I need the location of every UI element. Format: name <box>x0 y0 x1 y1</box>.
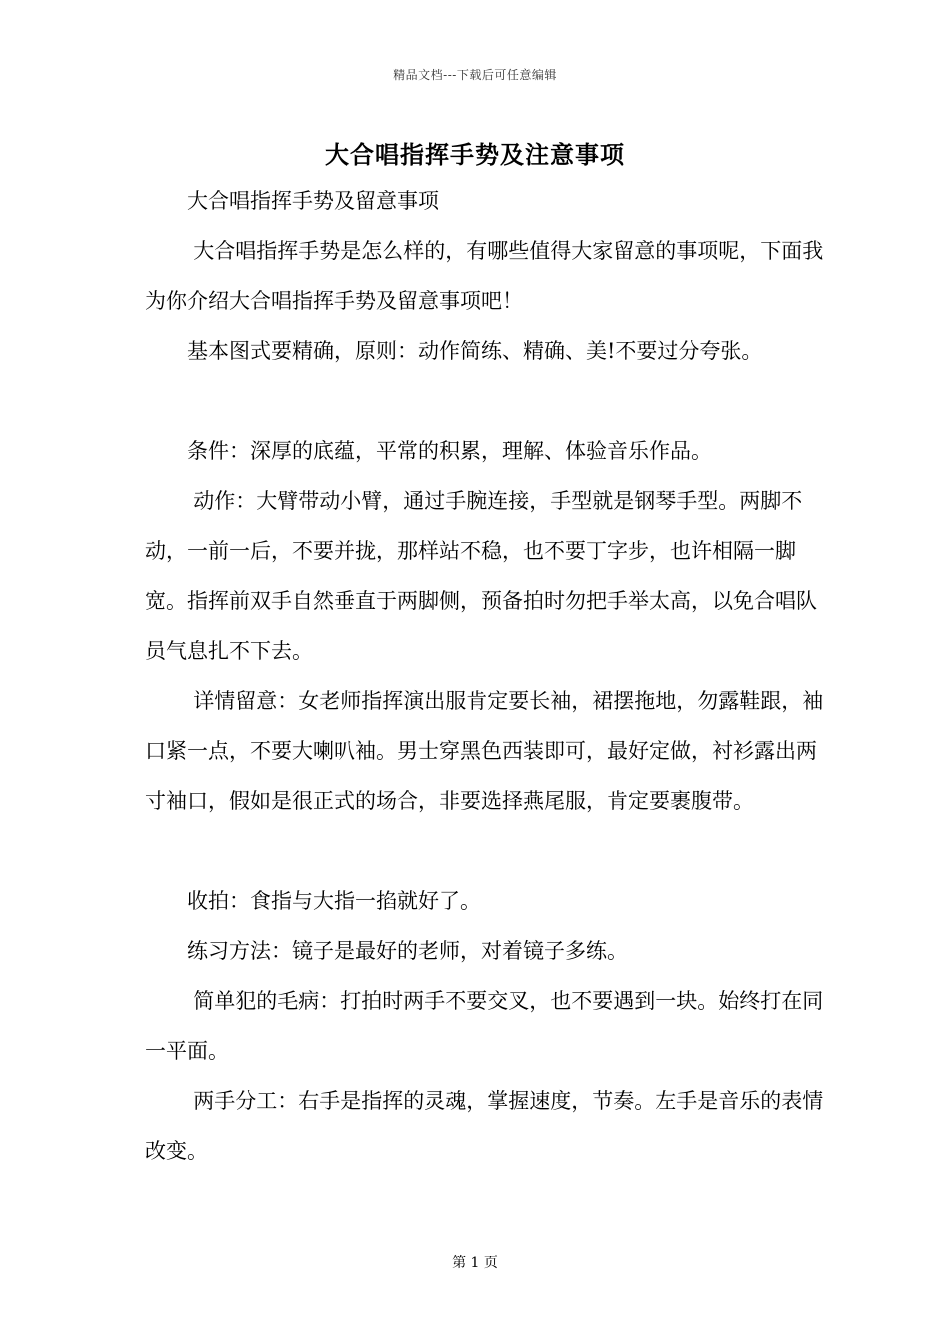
paragraph-intro: 大合唱指挥手势是怎么样的，有哪些值得大家留意的事项呢，下面我为你介绍大合唱指挥手势及留意事项吧！ <box>145 239 824 313</box>
paragraph-details: 详情留意：女老师指挥演出服肯定要长袖，裙摆拖地，勿露鞋跟，袖口紧一点，不要大喇叭袖。男士穿黑色西装即可，最好定做，衬衫露出两寸袖口，假如是很正式的场合，非要选择燕尾服，肯定要裹腹带。 <box>145 689 824 813</box>
blank-line <box>145 376 825 426</box>
document-body <box>145 176 825 1176</box>
paragraph-basic-pattern: 基本图式要精确，原则：动作简练、精确、美!不要过分夸张。 <box>187 339 763 363</box>
page-number: 第 1 页 <box>452 1255 498 1271</box>
paragraph-cutoff: 收拍：食指与大指一掐就好了。 <box>187 889 481 913</box>
paragraph-practice: 练习方法：镜子是最好的老师，对着镜子多练。 <box>187 939 628 963</box>
paragraph-common-mistakes: 简单犯的毛病：打拍时两手不要交叉，也不要遇到一块。始终打在同一平面。 <box>145 989 824 1063</box>
blank-line <box>145 826 825 876</box>
paragraph-subtitle: 大合唱指挥手势及留意事项 <box>187 189 439 213</box>
document-title: 大合唱指挥手势及注意事项 <box>325 140 625 169</box>
paragraph-conditions: 条件：深厚的底蕴，平常的积累，理解、体验音乐作品。 <box>187 439 712 463</box>
paragraph-hand-roles: 两手分工：右手是指挥的灵魂，掌握速度，节奏。左手是音乐的表情改变。 <box>145 1089 824 1163</box>
paragraph-movement: 动作：大臂带动小臂，通过手腕连接，手型就是钢琴手型。两脚不动，一前一后，不要并拢，那样站不稳，也不要丁字步，也许相隔一脚宽。指挥前双手自然垂直于两脚侧，预备拍时勿把手举太高，以免合唱队员气息扎不下去。 <box>145 489 817 663</box>
page-header: 精品文档---下载后可任意编辑 <box>393 68 557 82</box>
